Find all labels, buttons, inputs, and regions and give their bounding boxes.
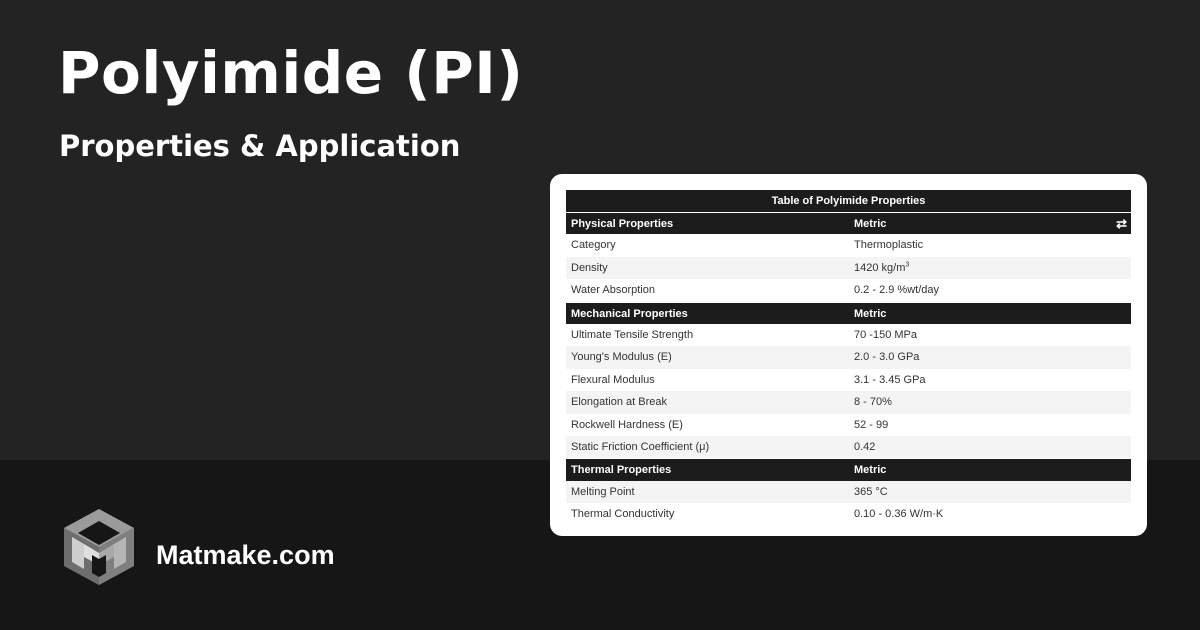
property-value: 70 -150 MPa [854, 328, 917, 341]
matmake-logo-icon [62, 507, 136, 587]
unit-label: Metric [854, 464, 887, 477]
property-name: Ultimate Tensile Strength [571, 328, 694, 341]
page-subtitle: Properties & Application [59, 129, 461, 163]
unit-label: Metric [854, 218, 887, 230]
property-value-wrap [854, 257, 909, 279]
property-value: 0.2 - 2.9 %wt/day [854, 284, 939, 297]
section-title: Physical Properties [571, 218, 674, 230]
section-header-physical [566, 212, 1131, 234]
property-value: 365 °C [854, 485, 888, 498]
section-header-thermal [566, 458, 1131, 480]
table-row [566, 369, 1131, 391]
section-title: Mechanical Properties [571, 307, 688, 320]
section-header-mechanical [566, 302, 1131, 324]
table-caption: Table of Polyimide Properties [566, 190, 1131, 212]
table-row [566, 279, 1131, 301]
property-value-superscript: 3 [905, 261, 910, 269]
property-name: Static Friction Coefficient (μ) [571, 440, 710, 453]
property-name: Melting Point [571, 485, 635, 498]
page-title: Polyimide (PI) [58, 39, 524, 107]
unit-label: Metric [854, 307, 887, 320]
property-value: 1420 kg/m [854, 261, 906, 274]
property-value: 8 - 70% [854, 396, 892, 409]
properties-table [566, 190, 1131, 525]
property-value: 2.0 - 3.0 GPa [854, 351, 920, 364]
property-name: Thermal Conductivity [571, 508, 675, 521]
table-row [566, 391, 1131, 413]
property-name: Flexural Modulus [571, 373, 655, 386]
table-row [566, 324, 1131, 346]
table-row [566, 414, 1131, 436]
property-name: Water Absorption [571, 284, 655, 297]
section-title: Thermal Properties [571, 464, 672, 477]
property-name: Young's Modulus (E) [571, 351, 672, 364]
property-name: Density [571, 261, 608, 274]
table-row [566, 234, 1131, 256]
property-name: Rockwell Hardness (E) [571, 418, 683, 431]
property-value: 3.1 - 3.45 GPa [854, 373, 926, 386]
property-value: 0.42 [854, 440, 876, 453]
table-row [566, 257, 1131, 279]
property-name: Elongation at Break [571, 396, 668, 409]
site-name: Matmake.com [156, 540, 335, 570]
property-name: Category [571, 239, 616, 252]
swap-arrows-icon[interactable]: ⇄ [1116, 216, 1127, 231]
property-value: Thermoplastic [854, 239, 924, 252]
properties-card [550, 174, 1147, 536]
table-row [566, 503, 1131, 525]
table-row [566, 346, 1131, 368]
table-row [566, 436, 1131, 458]
property-value: 52 - 99 [854, 418, 889, 431]
property-value: 0.10 - 0.36 W/m·K [854, 508, 944, 521]
table-row [566, 481, 1131, 503]
